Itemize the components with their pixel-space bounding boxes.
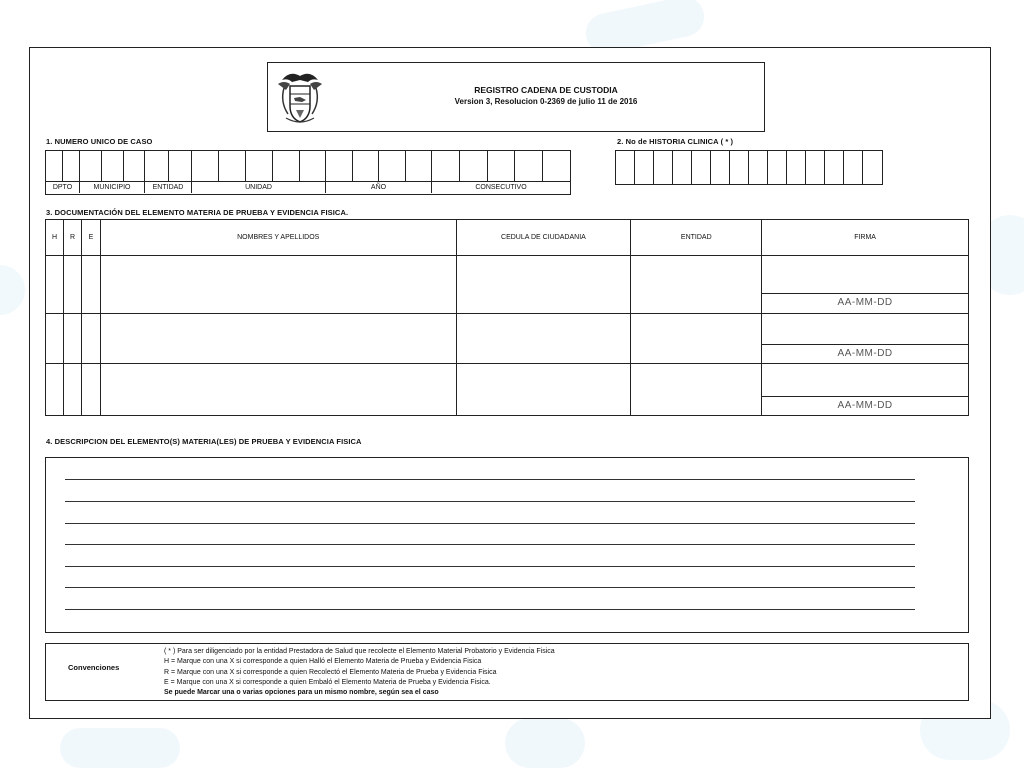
case-digit-input[interactable]: [102, 151, 124, 181]
case-digit-input[interactable]: [273, 151, 300, 181]
case-digit-input[interactable]: [219, 151, 246, 181]
history-digit-input[interactable]: [673, 151, 692, 184]
table-row: [46, 256, 969, 314]
history-digit-input[interactable]: [730, 151, 749, 184]
entidad-field[interactable]: [631, 314, 762, 364]
caption-entidad: ENTIDAD: [145, 182, 192, 193]
form-version: Version 3, Resolucion 0-2369 de julio 11 de 2016: [454, 97, 638, 106]
case-digit-input[interactable]: [63, 151, 80, 181]
custody-table-header: [46, 220, 969, 256]
form-title: REGISTRO CADENA DE CUSTODIA: [474, 85, 618, 95]
caption-municipio: MUNICIPIO: [80, 182, 145, 193]
history-digit-input[interactable]: [844, 151, 863, 184]
col-header-cedula: CEDULA DE CIUDADANIA: [456, 220, 631, 256]
table-row: [46, 314, 969, 364]
case-digit-input[interactable]: [46, 151, 63, 181]
caption-consecutivo: CONSECUTIVO: [475, 184, 527, 191]
date-field[interactable]: AA-MM-DD: [837, 400, 893, 411]
case-digit-input[interactable]: [80, 151, 102, 181]
custody-chain-form: [29, 47, 991, 719]
col-header-e: E: [81, 220, 100, 256]
section-4-title: 4. DESCRIPCION DEL ELEMENTO(S) MATERIA(LES) DE PRUEBA Y EVIDENCIA FISICA: [46, 437, 362, 446]
conventions-box: [45, 643, 969, 701]
case-number-captions: [46, 182, 570, 193]
col-header-r: R: [63, 220, 81, 256]
case-digit-input[interactable]: [379, 151, 406, 181]
convention-multiple-note: Se puede Marcar una o varias opciones para un mismo nombre, según sea el caso: [164, 689, 439, 697]
table-row: [46, 364, 969, 416]
writing-line: [65, 566, 915, 567]
names-field[interactable]: [100, 314, 456, 364]
description-area[interactable]: [45, 457, 969, 633]
cedula-field[interactable]: [456, 256, 631, 314]
case-digit-input[interactable]: [460, 151, 488, 181]
e-checkbox[interactable]: [81, 314, 100, 364]
writing-line: [65, 479, 915, 480]
case-number-cells: [46, 151, 570, 182]
section-1-title: 1. NUMERO UNICO DE CASO: [46, 137, 153, 146]
e-checkbox[interactable]: [81, 364, 100, 416]
convention-note-asterisk: ( * ) Para ser diligenciado por la entidad Prestadora de Salud que recolecte el Elemento Material Probatorio y Evidencia Fisica: [164, 648, 555, 655]
history-digit-input[interactable]: [863, 151, 882, 184]
custody-table: [45, 219, 969, 416]
history-digit-input[interactable]: [768, 151, 787, 184]
signature-field[interactable]: [762, 259, 968, 294]
history-digit-input[interactable]: [654, 151, 673, 184]
case-digit-input[interactable]: [124, 151, 145, 181]
h-checkbox[interactable]: [46, 256, 64, 314]
case-digit-input[interactable]: [515, 151, 543, 181]
history-digit-input[interactable]: [635, 151, 654, 184]
r-checkbox[interactable]: [63, 364, 81, 416]
history-digit-input[interactable]: [806, 151, 825, 184]
cedula-field[interactable]: [456, 314, 631, 364]
col-header-names: NOMBRES Y APELLIDOS: [100, 220, 456, 256]
section-3-title: 3. DOCUMENTACIÓN DEL ELEMENTO MATERIA DE PRUEBA Y EVIDENCIA FISICA.: [46, 208, 349, 217]
writing-line: [65, 501, 915, 502]
r-checkbox[interactable]: [63, 256, 81, 314]
case-number-grid: [45, 150, 571, 195]
case-digit-input[interactable]: [488, 151, 515, 181]
conventions-label: Convenciones: [68, 663, 120, 672]
caption-ano: AÑO: [326, 182, 432, 193]
case-digit-input[interactable]: [192, 151, 219, 181]
case-digit-input[interactable]: [145, 151, 169, 181]
date-field[interactable]: AA-MM-DD: [837, 348, 893, 359]
history-digit-input[interactable]: [692, 151, 711, 184]
h-checkbox[interactable]: [46, 314, 64, 364]
case-digit-input[interactable]: [169, 151, 192, 181]
col-header-h: H: [46, 220, 64, 256]
case-digit-input[interactable]: [353, 151, 379, 181]
firma-cell: [762, 256, 969, 314]
r-checkbox[interactable]: [63, 314, 81, 364]
writing-line: [65, 609, 915, 610]
caption-unidad: UNIDAD: [192, 182, 326, 193]
history-digit-input[interactable]: [825, 151, 844, 184]
e-checkbox[interactable]: [81, 256, 100, 314]
firma-cell: [762, 314, 969, 364]
caption-dpto: DPTO: [46, 182, 80, 193]
convention-h: H = Marque con una X si corresponde a quien Halló el Elemento Materia de Prueba y Evidencia Fisica: [164, 658, 482, 666]
colombia-coat-of-arms-icon: [276, 68, 324, 128]
history-digit-input[interactable]: [711, 151, 730, 184]
h-checkbox[interactable]: [46, 364, 64, 416]
case-digit-input[interactable]: [300, 151, 326, 181]
conventions-text: [164, 647, 555, 698]
history-digit-input[interactable]: [749, 151, 768, 184]
case-digit-input[interactable]: [406, 151, 432, 181]
history-digit-input[interactable]: [616, 151, 635, 184]
convention-r: R = Marque con una X si corresponde a quien Recolectó el Elemento Materia de Prueba y Evidencia Fisica: [164, 668, 497, 676]
case-digit-input[interactable]: [543, 151, 570, 181]
case-digit-input[interactable]: [246, 151, 273, 181]
form-header: [267, 62, 765, 132]
names-field[interactable]: [100, 364, 456, 416]
names-field[interactable]: [100, 256, 456, 314]
entidad-field[interactable]: [631, 256, 762, 314]
history-digit-input[interactable]: [787, 151, 806, 184]
clinical-history-grid: [615, 150, 883, 185]
section-2-title: 2. No de HISTORIA CLINICA ( * ): [617, 137, 734, 146]
date-field[interactable]: AA-MM-DD: [837, 296, 893, 308]
case-digit-input[interactable]: [326, 151, 353, 181]
col-header-entidad: ENTIDAD: [631, 220, 762, 256]
writing-line: [65, 523, 915, 524]
cedula-field[interactable]: [456, 364, 631, 416]
writing-line: [65, 544, 915, 545]
watermark-shape: [505, 718, 585, 768]
signature-field[interactable]: [762, 315, 968, 345]
signature-field[interactable]: [762, 365, 968, 397]
watermark-shape: [60, 728, 180, 768]
convention-e: E = Marque con una X si corresponde a quien Embaló el Elemento Materia de Prueba y Evidencia Fisica.: [164, 678, 491, 686]
col-header-firma: FIRMA: [762, 220, 969, 256]
case-digit-input[interactable]: [432, 151, 460, 181]
writing-line: [65, 587, 915, 588]
entidad-field[interactable]: [631, 364, 762, 416]
firma-cell: [762, 364, 969, 416]
